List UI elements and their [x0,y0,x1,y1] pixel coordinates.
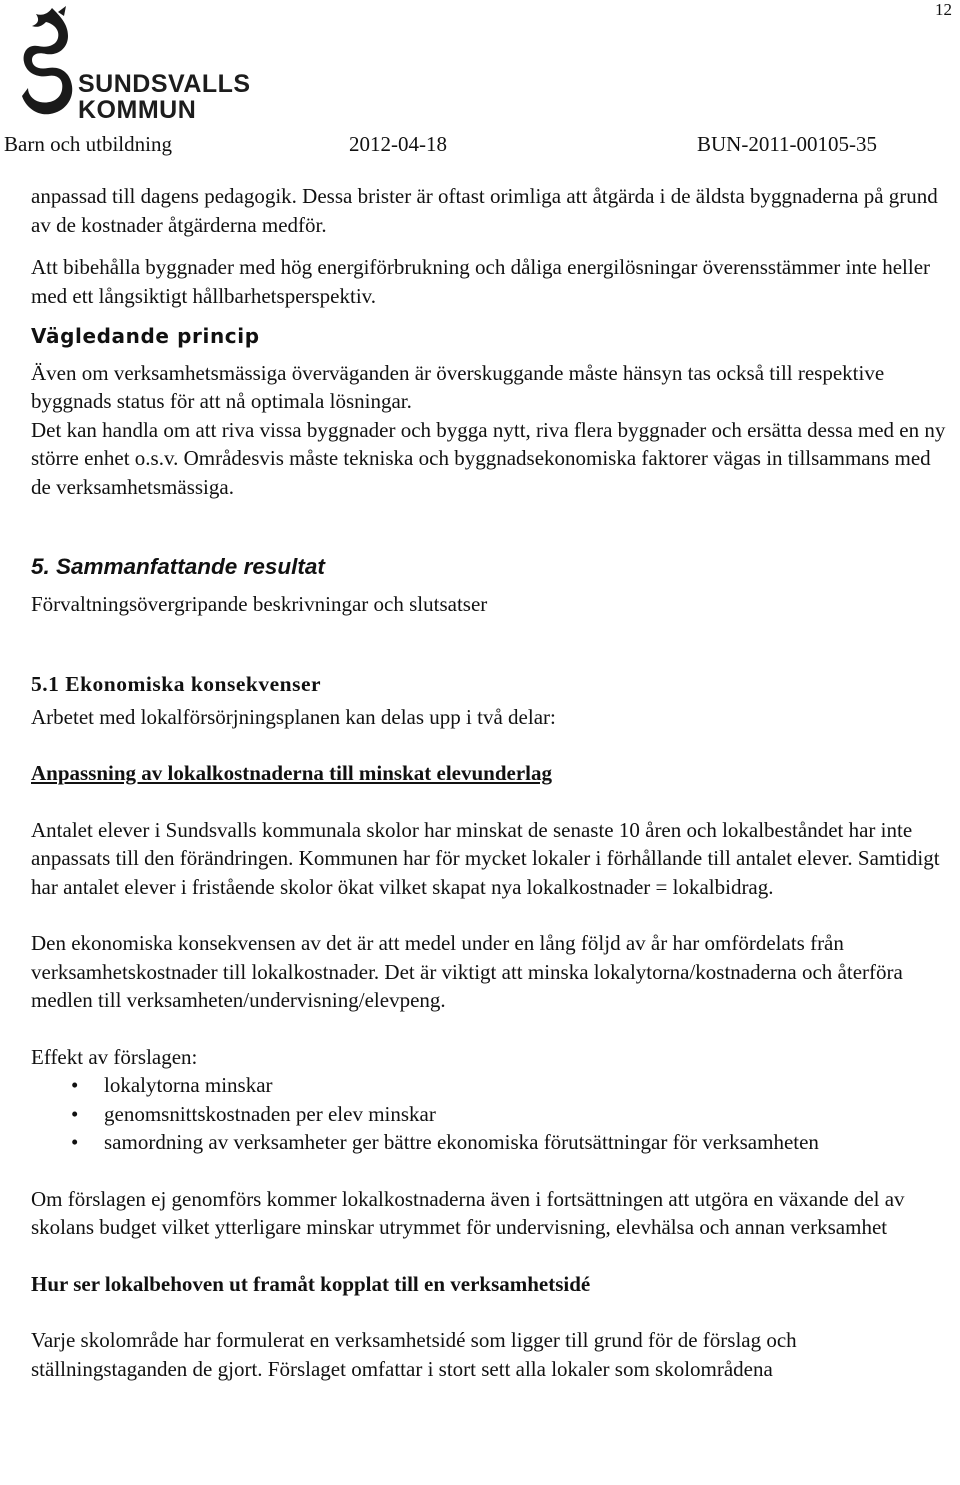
bold-heading: Hur ser lokalbehoven ut framåt kopplat till en verksamhetsidé [31,1271,591,1296]
paragraph: Om förslagen ej genomförs kommer lokalkostnaderna även i fortsättningen att utgöra en växande del av skolans budget vilket ytterligare minskar utrymmet för undervisning, elevhälsa och annan verksamhet [31,1186,905,1239]
paragraph: Att bibehålla byggnader med hög energiförbrukning och dåliga energilösningar överensstämmer inte heller med ett långsiktigt hållbarhetsperspektiv. [31,255,931,308]
logo-line-2: KOMMUN [78,96,197,124]
paragraph: Varje skolområde har formulerat en verksamhetsidé som ligger till grund för de förslag och ställningstaganden de gjort. Förslaget omfattar i stort sett alla lokaler som skolområdena [31,1328,797,1381]
effekt-label: Effekt av förslagen: [31,1044,198,1069]
paragraph: Förvaltningsövergripande beskrivningar och slutsatser [31,591,488,616]
paragraph: anpassad till dagens pedagogik. Dessa brister är oftast orimliga att åtgärda i de äldsta byggnaderna på grund av de kostnader åtgärderna medför. [31,184,938,237]
bullet-icon: • [71,1101,79,1126]
document-header [0,132,960,160]
page-number: 12 [935,0,952,19]
section-heading-5-1: 5.1 Ekonomiska konsekvenser [31,672,322,696]
bullet-list [31,1071,946,1157]
document-body [31,182,946,1383]
header-date: 2012-04-18 [349,132,447,156]
dragon-s-emblem-icon [18,4,80,126]
header-reference: BUN-2011-00105-35 [697,132,878,156]
bullet-icon: • [71,1130,79,1154]
paragraph: Även om verksamhetsmässiga överväganden är överskuggande måste hänsyn tas också till respektive byggnads status för att nå optimala lösningar. [31,360,885,413]
paragraph: Det kan handla om att riva vissa byggnader och bygga nytt, riva flera byggnader och ersätta dessa med en ny större enhet o.s.v. Områdesvis måste tekniska och byggnadsekonomiska faktorer vägas in tillsammans med de verksamhetsmässiga. [31,417,946,499]
section-heading-vagledande-princip: Vägledande princip [31,324,260,348]
paragraph: Arbetet med lokalförsörjningsplanen kan delas upp i två delar: [31,704,556,729]
list-item: • lokalytorna minskar [31,1071,946,1100]
list-item: • samordning av verksamheter ger bättre ekonomiska förutsättningar för verksamheten [31,1128,946,1157]
header-department: Barn och utbildning [4,132,172,156]
underlined-heading: Anpassning av lokalkostnaderna till minskat elevunderlag [31,761,553,785]
paragraph: Antalet elever i Sundsvalls kommunala skolor har minskat de senaste 10 åren och lokalbeståndet har inte anpassats till den förändringen. Kommunen har för mycket lokaler i förhållande till antalet elever. Samtidigt har antalet elever i fristående skolor ökat vilket skapat nya lokalkostnader = lokalbidrag. [31,817,940,899]
logo-line-1: SUNDSVALLS [78,70,251,98]
paragraph: Den ekonomiska konsekvensen av det är att medel under en lång följd av år har omfördelats från verksamhetskostnader till lokalkostnader. Det är viktigt att minska lokalytorna/kostnaderna och återföra medlen till verksamheten/undervisning/elevpeng. [31,931,903,1012]
section-heading-5: 5. Sammanfattande resultat [31,554,325,579]
list-item: • genomsnittskostnaden per elev minskar [31,1100,946,1129]
bullet-icon: • [71,1073,79,1097]
municipality-logo [18,4,258,126]
